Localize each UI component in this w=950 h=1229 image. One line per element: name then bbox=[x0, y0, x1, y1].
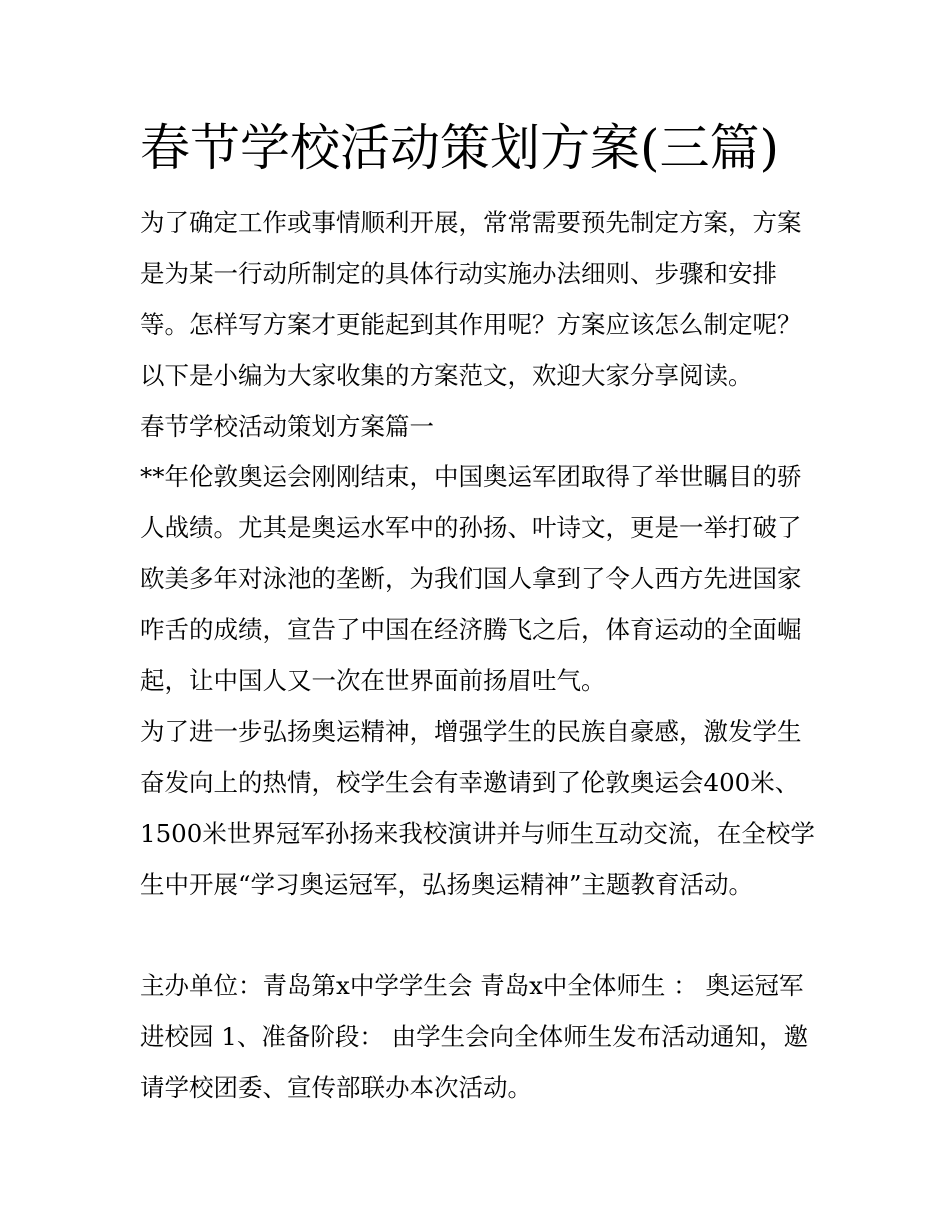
body-paragraph-1: **年伦敦奥运会刚刚结束，中国奥运军团取得了举世瞩目的骄人战绩。尤其是奥运水军中的孙扬、叶诗文，更是一举打破了欧美多年对泳池的垄断，为我们国人拿到了令人西方先进国家咋舌的成绩，宣告了中国在经济腾飞之后，体育运动的全面崛起，让中国人又一次在世界面前扬眉吐气。 bbox=[140, 462, 802, 695]
section-heading: 春节学校活动策划方案篇一 bbox=[140, 412, 434, 441]
document-title: 春节学校活动策划方案(三篇) bbox=[140, 119, 780, 177]
body-paragraph-3: 主办单位：青岛第x中学学生会 青岛x中全体师生 ： 奥运冠军进校园 1、准备阶段： 由学生会向全体师生发布活动通知，邀请学校团委、宣传部联办本次活动。 bbox=[140, 971, 809, 1102]
intro-paragraph: 为了确定工作或事情顺利开展，常常需要预先制定方案，方案是为某一行动所制定的具体行动实施办法细则、步骤和安排等。怎样写方案才更能起到其作用呢？方案应该怎么制定呢？以下是小编为大家收集的方案范文，欢迎大家分享阅读。 bbox=[140, 208, 802, 390]
body-paragraph-2: 为了进一步弘扬奥运精神，增强学生的民族自豪感，激发学生奋发向上的热情，校学生会有幸邀请到了伦敦奥运会400米、1500米世界冠军孙扬来我校演讲并与师生互动交流，在全校学生中开展“学习奥运冠军，弘扬奥运精神”主题教育活动。 bbox=[140, 717, 815, 899]
